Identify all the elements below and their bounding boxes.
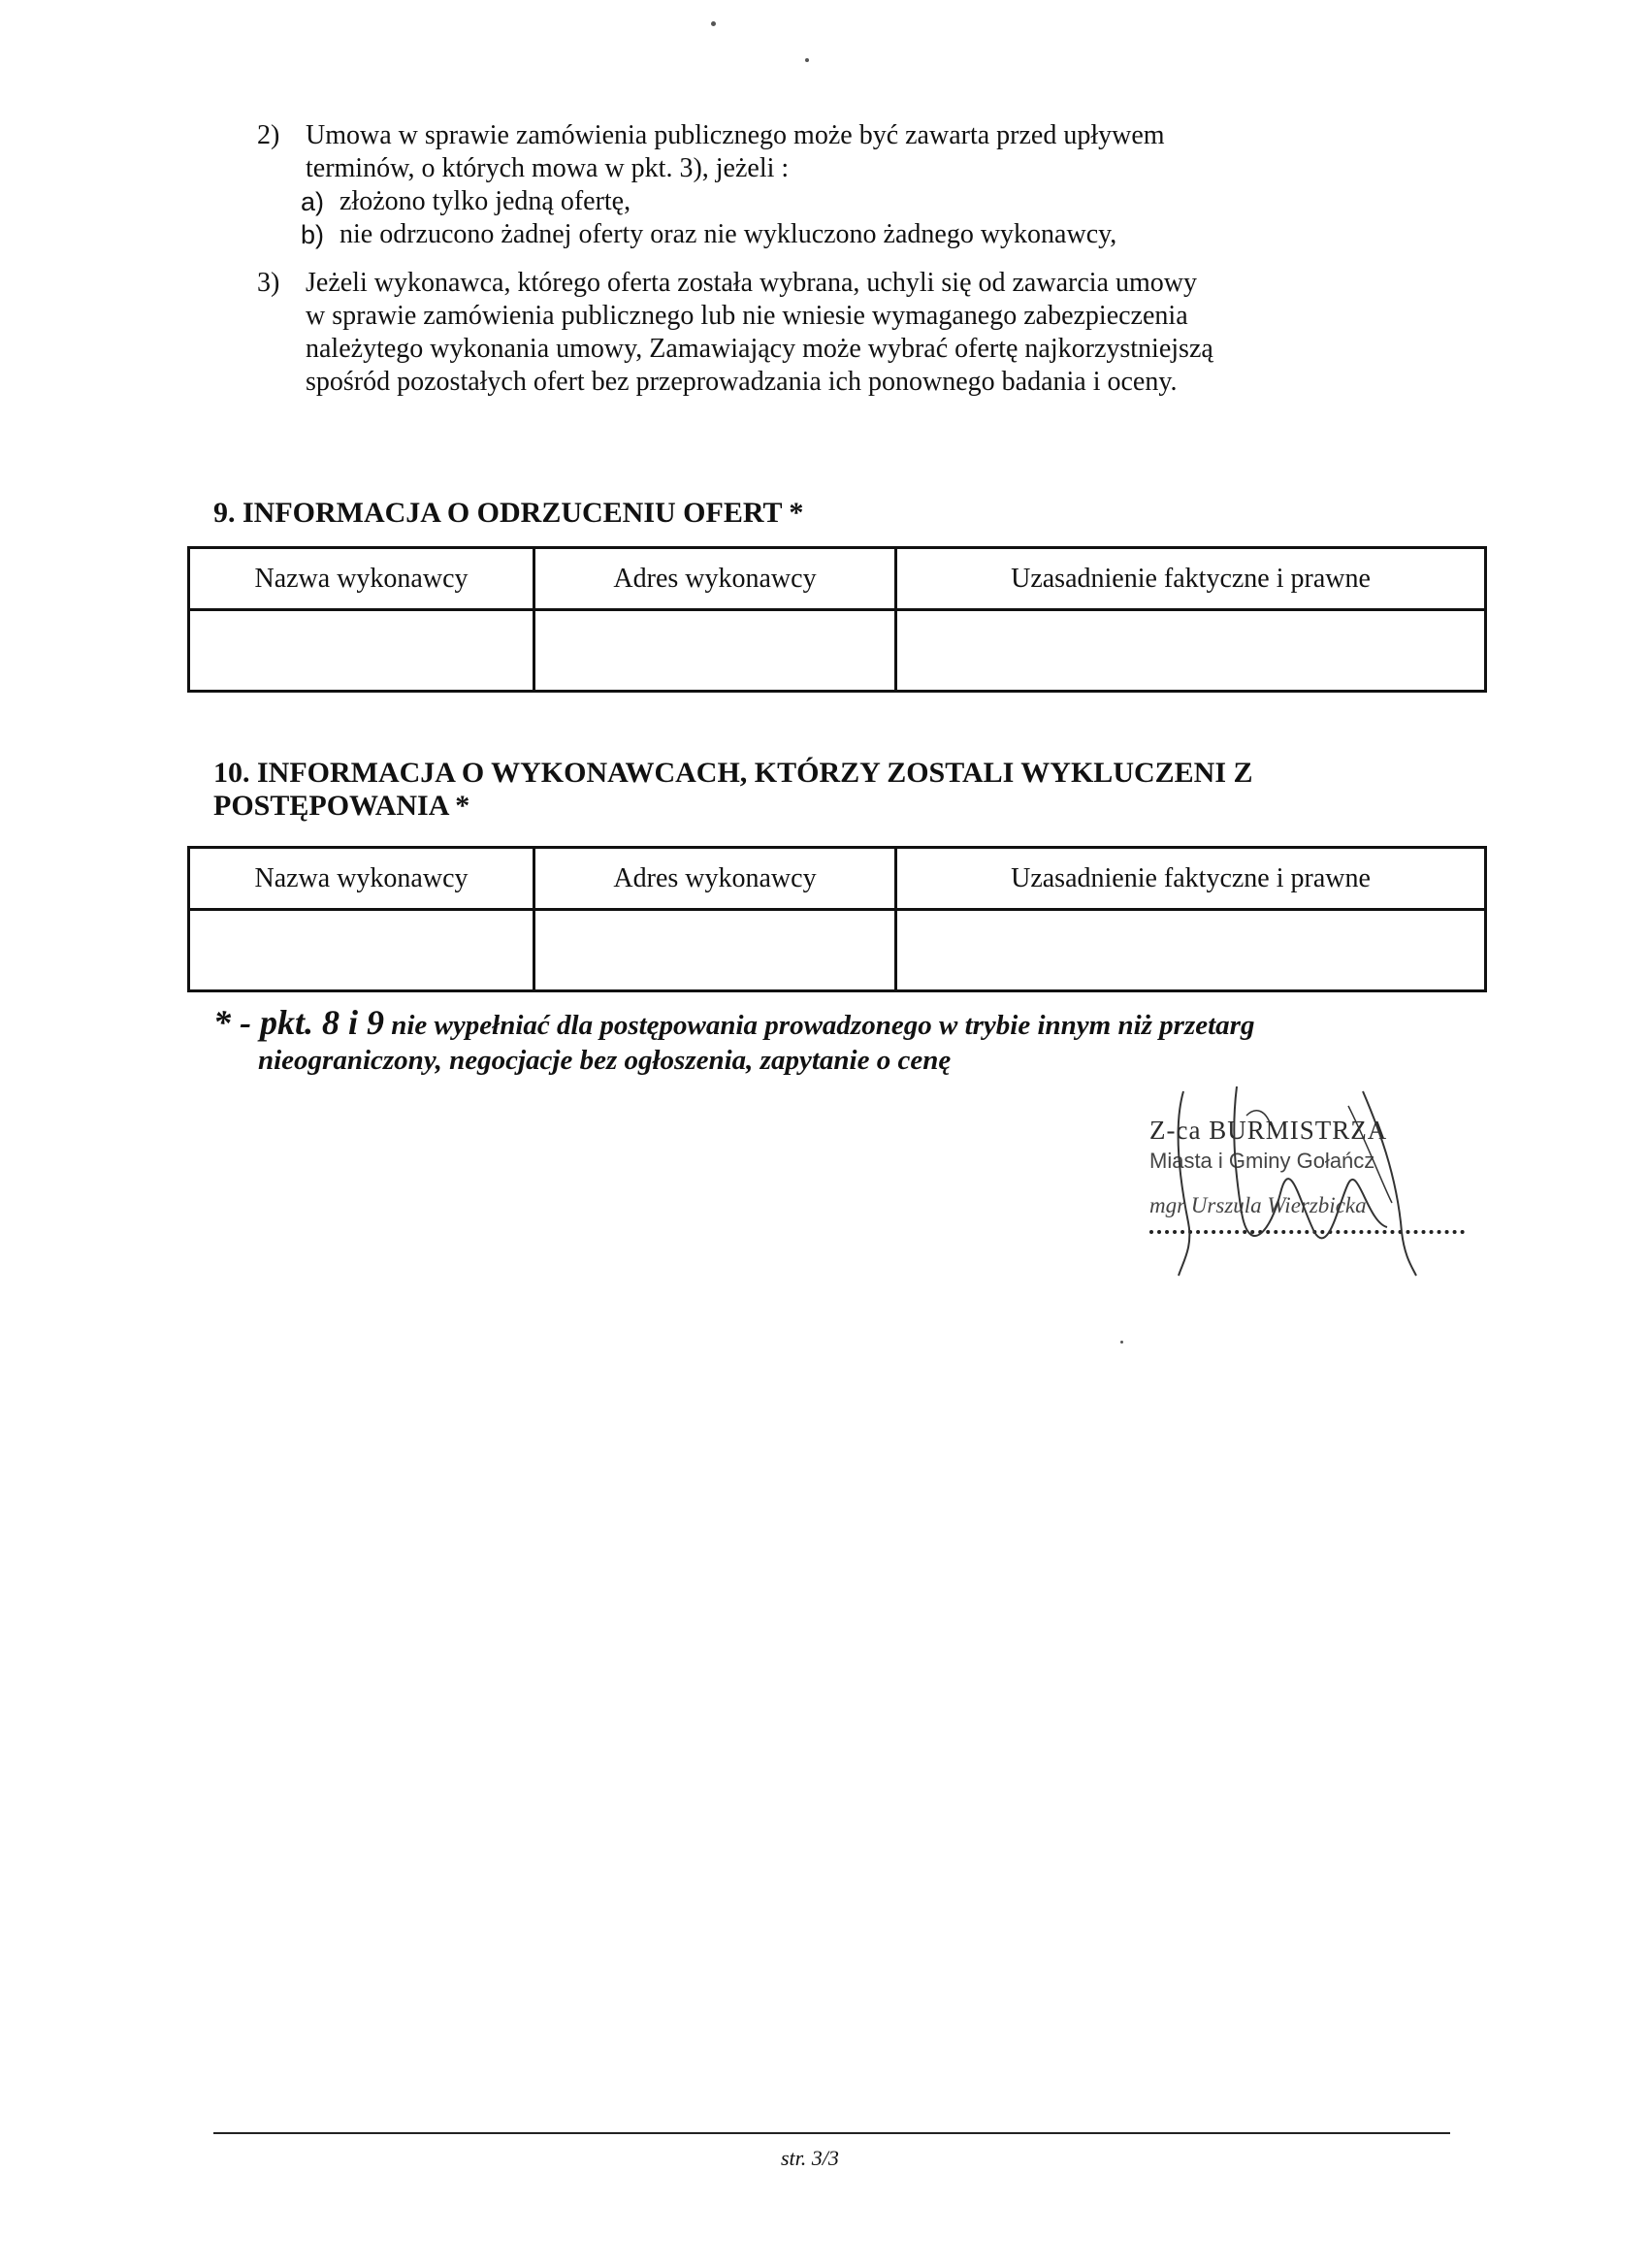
page-number: str. 3/3 [781,2146,839,2170]
list-line: spośród pozostałych ofert bez przeprowadzania ich ponownego badania i oceny. [306,367,1178,397]
footer-rule [213,2132,1450,2134]
section-9-table [187,546,1487,693]
footnote [213,1005,1254,1078]
table-cell [534,610,896,692]
sublist-item-a [301,185,631,218]
section-10-heading-line: 10. INFORMACJA O WYKONAWCACH, KTÓRZY ZOSTALI WYKLUCZENI Z [213,757,1253,789]
section-10-table [187,846,1487,992]
table-cell [534,910,896,991]
footnote-line: nieograniczony, negocjacje bez ogłoszenia, zapytanie o cenę [258,1045,952,1076]
list-number: 2) [257,120,280,150]
table-row [189,610,1486,692]
list-line: terminów, o których mowa w pkt. 3), jeżeli : [306,153,790,183]
scan-speck [711,21,716,26]
column-header: Adres wykonawcy [534,548,896,610]
section-10-heading [213,757,1253,823]
column-header: Nazwa wykonawcy [189,548,534,610]
column-header: Nazwa wykonawcy [189,848,534,910]
table-header-row [189,848,1486,910]
stamp-name: mgr Urszula Wierzbicka [1149,1193,1367,1217]
table-cell [189,610,534,692]
stamp-subtitle: Miasta i Gminy Gołańcz [1149,1149,1375,1173]
column-header: Uzasadnienie faktyczne i prawne [896,548,1486,610]
scan-speck [1120,1341,1123,1344]
scan-speck [805,58,809,62]
list-line: Jeżeli wykonawca, którego oferta została wybrana, uchyli się od zawarcia umowy [306,268,1197,298]
section-10-heading-line: POSTĘPOWANIA * [213,790,470,822]
footnote-line [213,1005,1254,1043]
stamp-title: Z-ca BURMISTRZA [1149,1116,1388,1145]
sublist-text: złożono tylko jedną ofertę, [340,186,631,216]
table-header-row [189,548,1486,610]
list-item-2 [257,119,1165,185]
footnote-text: nie wypełniać dla postępowania prowadzonego w trybie innym niż przetarg [384,1010,1255,1041]
table-cell [896,910,1486,991]
signature-scribble-icon [1145,1086,1474,1280]
footnote-marker: * - pkt. 8 i 9 [213,1003,384,1042]
table-row [189,910,1486,991]
list-item-3 [257,267,1213,399]
column-header: Adres wykonawcy [534,848,896,910]
list-line: należytego wykonania umowy, Zamawiający może wybrać ofertę najkorzystniejszą [306,334,1213,364]
section-9-heading: 9. INFORMACJA O ODRZUCENIU OFERT * [213,497,804,529]
list-number: 3) [257,268,280,298]
list-line: Umowa w sprawie zamówienia publicznego może być zawarta przed upływem [306,120,1165,150]
sublist-letter: a) [301,187,325,216]
sublist-letter: b) [301,220,325,249]
sublist-item-b [301,218,1117,251]
official-stamp [1145,1086,1474,1280]
list-line: w sprawie zamówienia publicznego lub nie wniesie wymaganego zabezpieczenia [306,301,1188,331]
table-cell [896,610,1486,692]
column-header: Uzasadnienie faktyczne i prawne [896,848,1486,910]
table-cell [189,910,534,991]
sublist-text: nie odrzucono żadnej oferty oraz nie wykluczono żadnego wykonawcy, [340,219,1117,249]
